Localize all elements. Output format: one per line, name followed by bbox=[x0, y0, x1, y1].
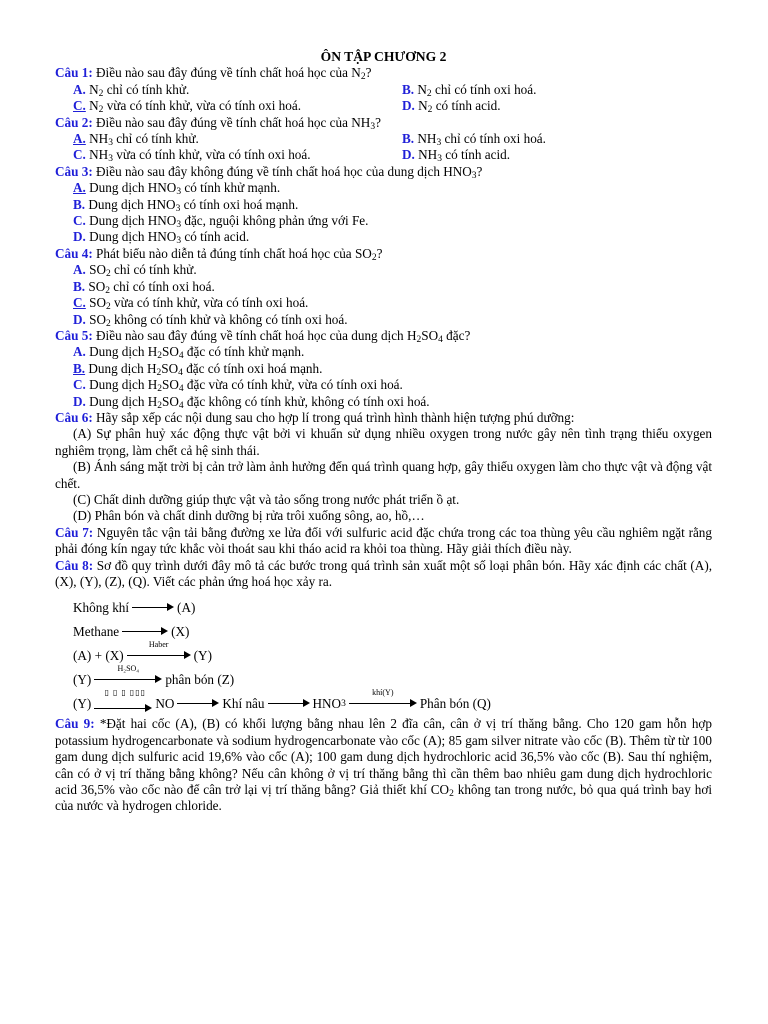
option-d: D. $N_2$ có tính acid. bbox=[402, 98, 501, 116]
option-d: D. $NH_3$ có tính acid. bbox=[402, 147, 511, 165]
question-number: Câu 3: bbox=[55, 163, 93, 179]
question-number: Câu 2: bbox=[55, 114, 93, 130]
option-a: A. $SO_2$ chỉ có tính khử. bbox=[73, 262, 197, 280]
question-3: Câu 3: Điều nào sau đây không đúng về tính chất hoá học của dung dịch $HNO_3$? bbox=[55, 163, 483, 181]
option-a: A. $N_2$ chỉ có tính khử. bbox=[73, 81, 190, 99]
scheme-row-2: Methane (X) bbox=[73, 624, 190, 640]
arrow-icon: khí(Y) bbox=[349, 699, 417, 709]
option-c: C. $N_2$ vừa có tính khử, vừa có tính oxi hoá. bbox=[73, 98, 302, 116]
statement-c: (C) Chất dinh dưỡng giúp thực vật và tảo sống trong nước phát triển ồ ạt. bbox=[73, 491, 460, 507]
option-b: B. $N_2$ chỉ có tính oxi hoá. bbox=[402, 81, 537, 99]
option-b: B. Dung dịch $H_2SO_4$ đặc có tính oxi hoá mạnh. bbox=[73, 360, 323, 378]
page-title: ÔN TẬP CHƯƠNG 2 bbox=[320, 49, 447, 64]
option-c: C. $SO_2$ vừa có tính khử, vừa có tính oxi hoá. bbox=[73, 295, 309, 313]
question-number: Câu 1: bbox=[55, 65, 93, 81]
arrow-icon bbox=[177, 699, 219, 709]
scheme-row-4: (Y) H₂SO₄ phân bón (Z) bbox=[73, 664, 235, 688]
options-row bbox=[55, 131, 712, 147]
question-number: Câu 9: bbox=[55, 716, 95, 732]
question-5: Câu 5: Điều nào sau đây đúng về tính chất hoá học của dung dịch $H_2SO_4$ đặc? bbox=[55, 327, 471, 345]
options-row bbox=[55, 147, 712, 163]
question-9: Câu 9: *Đặt hai cốc (A), (B) có khối lượng bằng nhau lên 2 đĩa cân, cân ở vị trí thăng bằng. Cho 120 gam hỗn hợp potassium hydrogencarbonate và sodium hydrogencarbonate vào cốc (A); 85 gam silver nitrate vào cốc (B). Thêm từ từ 100 gam dung dịch sulfuric acid 19,6% vào cốc (A); 100 gam dung dịch hydrochloric acid 36,5% vào cốc (B). Sau thí nghiệm, cân có ở vị trí thăng bằng không? Nếu cân không ở vị trí thăng bằng thì cần thêm bao nhiêu gam dung dịch hydrochloric acid 36,5% vào cốc nào để cân trở lại vị trí thăng bằng? Giả thiết khí $CO_2$ không tan trong nước, bỏ qua quá trình bay hơi của nước và hydrogen chloride. bbox=[55, 716, 712, 814]
process-scheme bbox=[55, 596, 712, 716]
question-number: Câu 5: bbox=[55, 327, 93, 343]
option-a: A. Dung dịch $HNO_3$ có tính khử mạnh. bbox=[73, 180, 281, 198]
arrow-icon: H₂SO₄ bbox=[94, 675, 162, 685]
option-c: C. Dung dịch $H_2SO_4$ đặc vừa có tính khử, vừa có tính oxi hoá. bbox=[73, 377, 403, 395]
scheme-row-3: (A) + (X) Haber (Y) bbox=[73, 640, 212, 664]
option-c: C. Dung dịch $HNO_3$ đặc, nguội không phản ứng với Fe. bbox=[73, 213, 369, 231]
arrow-icon bbox=[122, 627, 168, 637]
question-number: Câu 4: bbox=[55, 245, 93, 261]
options-row bbox=[55, 82, 712, 98]
arrow-icon: Haber bbox=[127, 651, 191, 661]
option-d: D. Dung dịch $HNO_3$ có tính acid. bbox=[73, 229, 250, 247]
arrow-icon: ▯ ▯ ▯ ▯▯▯ bbox=[94, 699, 152, 709]
option-d: D. $SO_2$ không có tính khử và không có tính oxi hoá. bbox=[73, 311, 348, 329]
option-a: A. $NH_3$ chỉ có tính khử. bbox=[73, 131, 199, 149]
option-c: C. $NH_3$ vừa có tính khử, vừa có tính oxi hoá. bbox=[73, 147, 311, 165]
options-row bbox=[55, 98, 712, 114]
question-number: Câu 7: bbox=[55, 524, 94, 540]
option-b: B. $NH_3$ chỉ có tính oxi hoá. bbox=[402, 131, 546, 149]
scheme-row-1: Không khí (A) bbox=[73, 600, 196, 616]
statement-d: (D) Phân bón và chất dinh dưỡng bị rửa trôi xuống sông, ao, hồ,… bbox=[73, 508, 425, 524]
scheme-row-5: (Y) ▯ ▯ ▯ ▯▯▯ NO Khí nâu HNO 3 khí(Y) Phân bón (Q) bbox=[73, 688, 491, 712]
question-6: Câu 6: Hãy sắp xếp các nội dung sau cho hợp lí trong quá trình hình thành hiện tượng phú dưỡng: bbox=[55, 409, 575, 425]
statement-a: (A) Sự phân huỷ xác động thực vật bởi vi khuẩn sử dụng nhiều oxygen trong nước gây nên tình trạng thiếu oxygen nghiêm trọng, làm chết cả hệ sinh thái. bbox=[55, 426, 712, 458]
question-4: Câu 4: Phát biểu nào diễn tả đúng tính chất hoá học của $SO_2$? bbox=[55, 245, 383, 263]
option-b: B. Dung dịch $HNO_3$ có tính oxi hoá mạnh. bbox=[73, 196, 299, 214]
statement-b: (B) Ánh sáng mặt trời bị cản trở làm ảnh hưởng đến quá trình quang hợp, gây thiếu oxygen làm cho thực vật và động vật chết. bbox=[55, 459, 712, 491]
question-2: Câu 2: Điều nào sau đây đúng về tính chất hoá học của $NH_3$? bbox=[55, 114, 381, 132]
question-number: Câu 8: bbox=[55, 557, 94, 573]
question-8: Câu 8: Sơ đồ quy trình dưới đây mô tả các bước trong quá trình sản xuất một số loại phân bón. Hãy xác định các chất (A), (X), (Y), (Z), (Q). Viết các phản ứng hoá học xảy ra. bbox=[55, 557, 713, 589]
option-d: D. Dung dịch $H_2SO_4$ đặc không có tính khử, không có tính oxi hoá. bbox=[73, 393, 430, 411]
question-7: Câu 7: Nguyên tắc vận tải bằng đường xe lửa đối với sulfuric acid đặc chứa trong các toa thùng yêu cầu nghiêm ngặt rằng phải đóng kín ngay tức khắc vòi thoát sau khi tháo acid ra khỏi toa thùng. Hãy giải thích điều này. bbox=[55, 524, 712, 557]
arrow-icon bbox=[132, 603, 174, 613]
arrow-icon bbox=[268, 699, 310, 709]
question-number: Câu 6: bbox=[55, 409, 93, 425]
question-1: Câu 1: Điều nào sau đây đúng về tính chất hoá học của $N_2$? bbox=[55, 65, 372, 83]
option-a: A. Dung dịch $H_2SO_4$ đặc có tính khử mạnh. bbox=[73, 344, 305, 362]
option-b: B. $SO_2$ chỉ có tính oxi hoá. bbox=[73, 278, 215, 296]
